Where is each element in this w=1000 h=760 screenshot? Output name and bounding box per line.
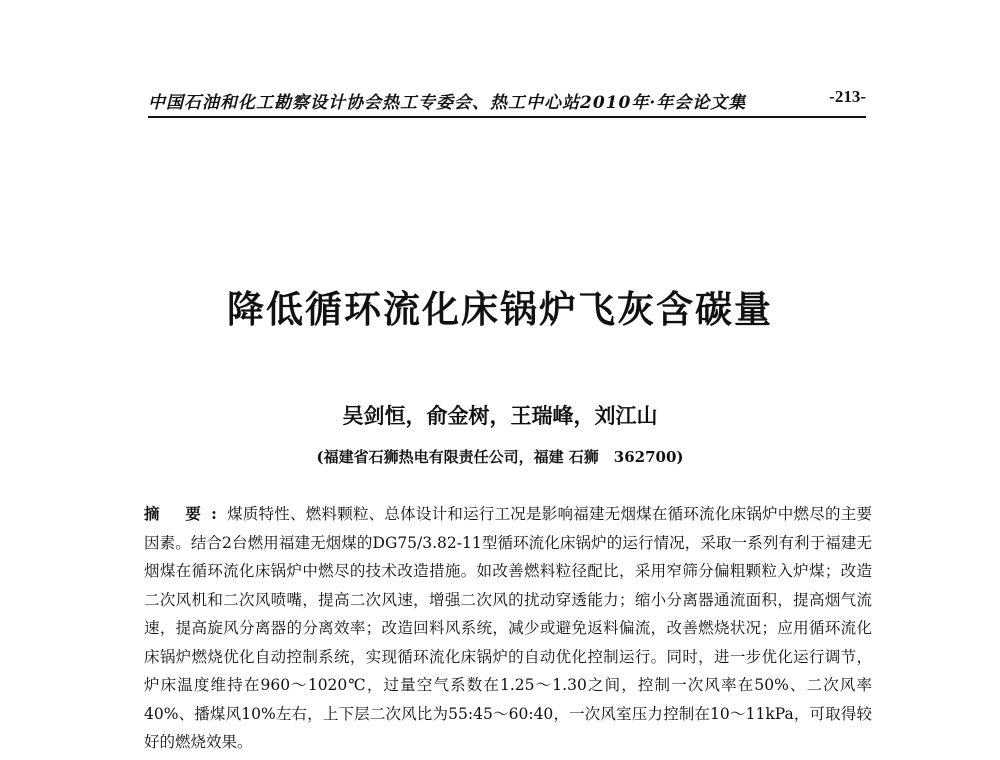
- running-header: [148, 86, 866, 118]
- author-affiliation: (福建省石狮热电有限责任公司，福建 石狮 362700): [316, 448, 684, 466]
- running-title: 中国石油和化工勘察设计协会热工专委会、热工中心站2010年·年会论文集: [148, 93, 747, 113]
- author-list: 吴剑恒，俞金树，王瑞峰，刘江山: [342, 403, 658, 428]
- abstract: [144, 500, 872, 757]
- abstract-text: 煤质特性、燃料颗粒、总体设计和运行工况是影响福建无烟煤在循环流化床锅炉中燃尽的主要因素。结合2台燃用福建无烟煤的DG75/3.82-11型循环流化床锅炉的运行情况，采取一系列有利于福建无烟煤在循环流化床锅炉中燃尽的技术改造措施。如改善燃料粒径配比，采用窄筛分偏粗颗粒入炉煤；改造二次风机和二次风喷嘴，提高二次风速，增强二次风的扰动穿透能力；缩小分离器通流面积，提高烟气流速，提高旋风分离器的分离效率；改造回料风系统，减少或避免返料偏流，改善燃烧状况；应用循环流化床锅炉燃烧优化自动控制系统，实现循环流化床锅炉的自动优化控制运行。同时，进一步优化运行调节，炉床温度维持在960～1020℃，过量空气系数在1.25～1.30之间，控制一次风率在50%、二次风率40%、播煤风10%左右，上下层二次风比为55:45～60:40，一次风室压力控制在10～11kPa，可取得较好的燃烧效果。: [144, 505, 872, 751]
- paper-title: 降低循环流化床锅炉飞灰含碳量: [227, 287, 773, 331]
- page-number: -213-: [829, 87, 866, 106]
- abstract-label: 摘 要:: [144, 504, 227, 523]
